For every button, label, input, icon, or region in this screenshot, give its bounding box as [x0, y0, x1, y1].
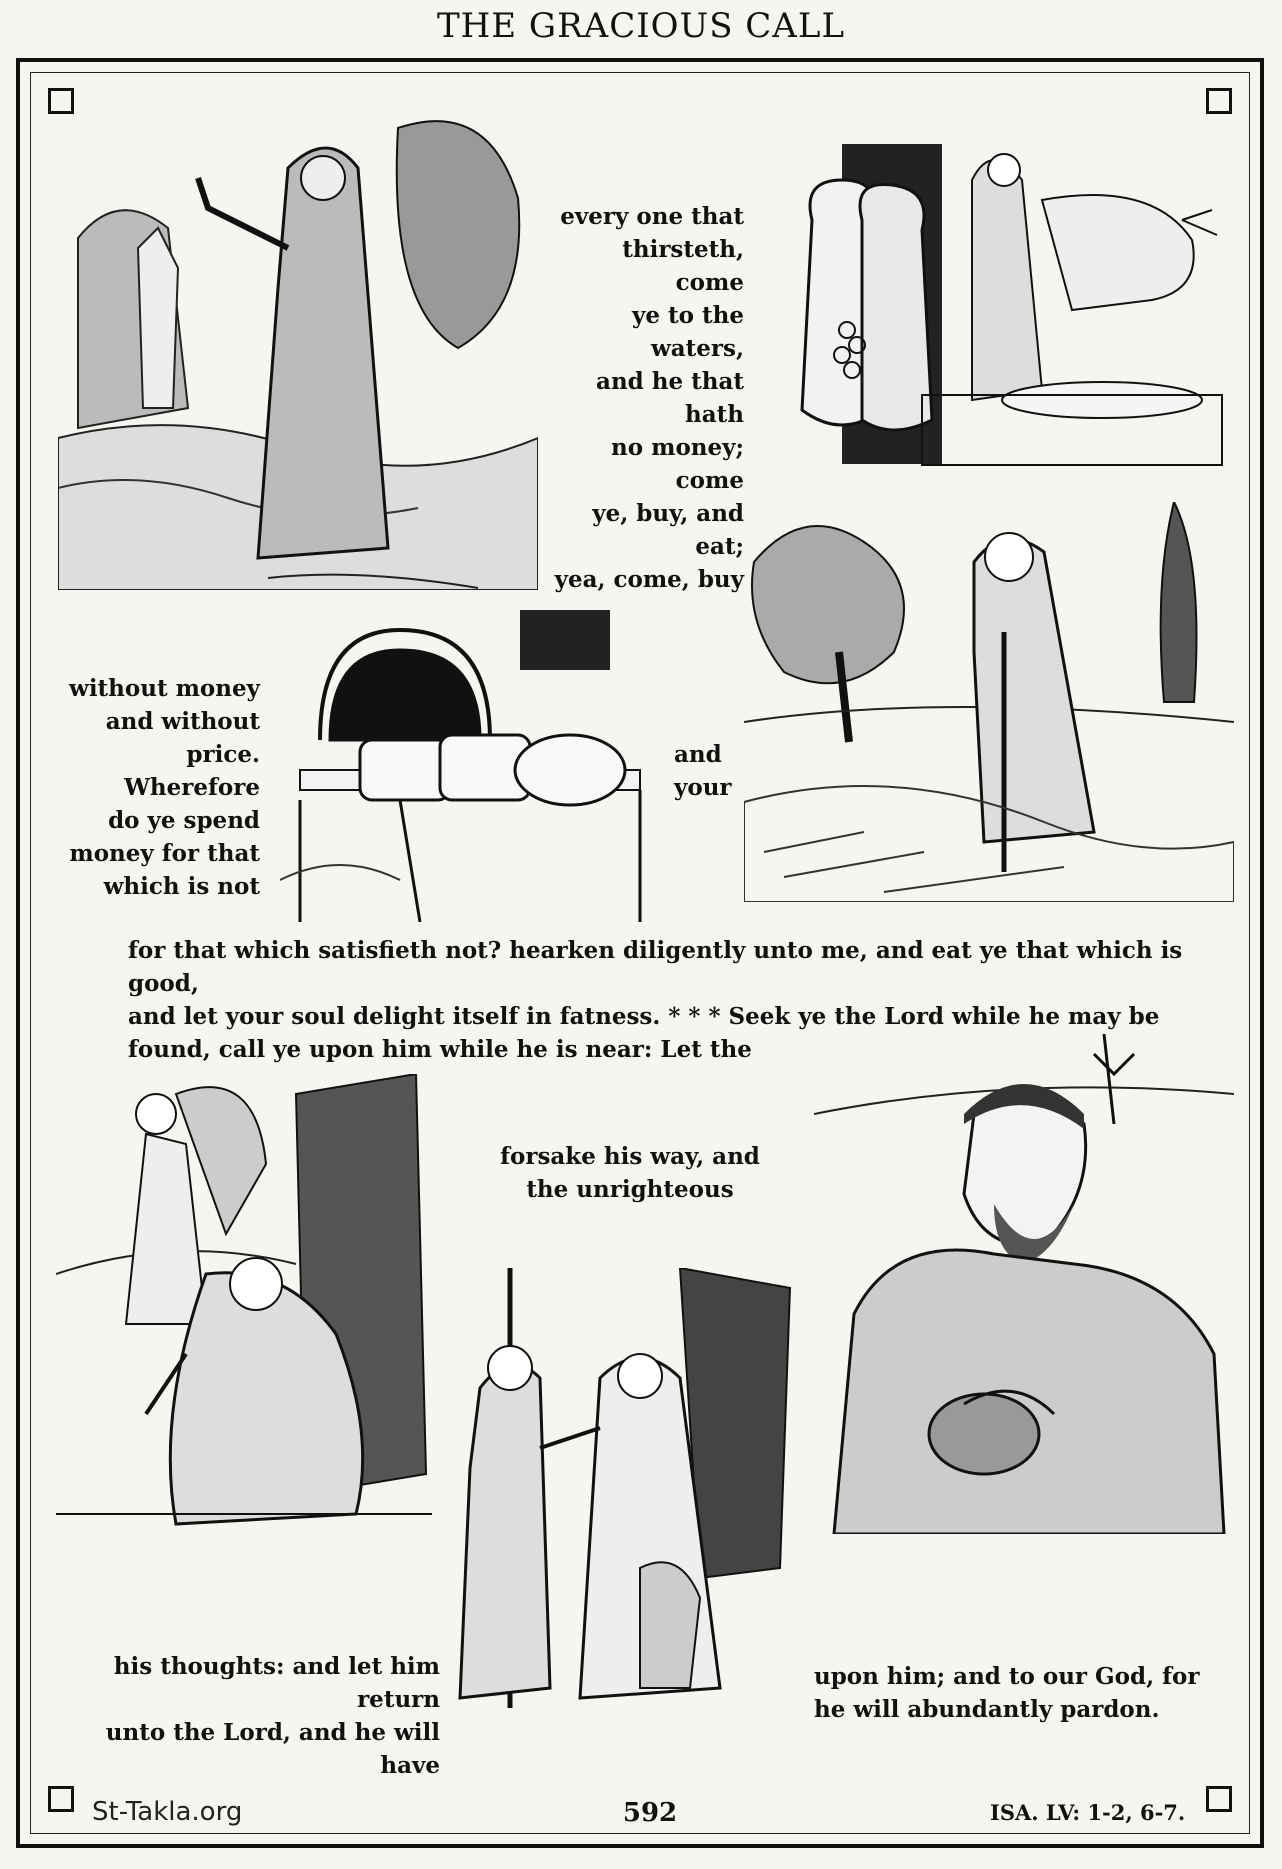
- text-line: his thoughts: and let him return: [113, 1653, 440, 1713]
- corner-ornament-top-right: [1206, 88, 1232, 114]
- scripture-text-block-6: [60, 1650, 440, 1782]
- text-line: price. Wherefore: [124, 741, 260, 801]
- text-line: the unrighteous: [526, 1176, 734, 1203]
- text-line: your: [674, 774, 732, 801]
- figure-with-raised-hand-icon: [58, 108, 538, 590]
- text-line: thirsteth, come: [622, 236, 744, 296]
- scripture-text-block-1: [548, 200, 744, 596]
- man-with-purse-illustration: [814, 1034, 1234, 1534]
- text-line: unto the Lord, and he will have: [105, 1719, 440, 1779]
- text-line: and: [674, 741, 722, 768]
- page-title: THE GRACIOUS CALL: [436, 6, 846, 46]
- woman-pleading-illustration: [440, 1268, 804, 1714]
- soldier-and-woman-icon: [440, 1268, 804, 1714]
- prophet-calling-illustration: [58, 108, 538, 590]
- text-line: ye to the waters,: [632, 302, 744, 362]
- scripture-reference: ISA. LV: 1-2, 6-7.: [990, 1800, 1186, 1825]
- text-line: money for that: [69, 840, 260, 867]
- text-line: for that which satisfieth not? hearken diligently unto me, and eat ye that which is good,: [128, 937, 1183, 997]
- page-number: 592: [622, 1798, 678, 1828]
- text-line: every one that: [560, 203, 744, 230]
- text-line: do ye spend: [108, 807, 260, 834]
- text-line: found, call ye upon him while he is near: Let the: [128, 1036, 752, 1063]
- woman-with-jars-illustration: [772, 140, 1226, 472]
- robbers-illustration: [56, 1074, 432, 1534]
- loaves-on-table-icon: [280, 610, 660, 922]
- scripture-text-block-3: [674, 738, 754, 804]
- text-line: and he that hath: [596, 368, 744, 428]
- jars-and-ox-icon: [772, 140, 1226, 472]
- corner-ornament-bottom-right: [1206, 1786, 1232, 1812]
- text-line: which is not: [103, 873, 260, 900]
- scripture-text-block-7: [814, 1660, 1214, 1726]
- text-line: and let your soul delight itself in fatness. * * * Seek ye the Lord while he may be: [128, 1003, 1160, 1030]
- text-line: ye, buy, and eat;: [592, 500, 744, 560]
- man-with-dagger-icon: [56, 1074, 432, 1534]
- text-line: no money; come: [611, 434, 744, 494]
- bread-oven-illustration: [280, 610, 660, 922]
- text-line: forsake his way, and: [500, 1143, 760, 1170]
- watermark: St-Takla.org: [92, 1797, 243, 1827]
- text-line: upon him; and to our God, for: [814, 1663, 1200, 1690]
- farmer-plowing-illustration: [744, 502, 1234, 902]
- text-line: and without: [105, 708, 260, 735]
- man-with-spade-icon: [744, 502, 1234, 902]
- corner-ornament-bottom-left: [48, 1786, 74, 1812]
- scripture-text-block-5: [470, 1140, 790, 1206]
- text-line: he will abundantly pardon.: [814, 1696, 1160, 1723]
- scripture-text-block-2: [66, 672, 260, 903]
- bearded-man-icon: [814, 1034, 1234, 1534]
- text-line: yea, come, buy: [554, 566, 744, 593]
- text-line: without money: [69, 675, 260, 702]
